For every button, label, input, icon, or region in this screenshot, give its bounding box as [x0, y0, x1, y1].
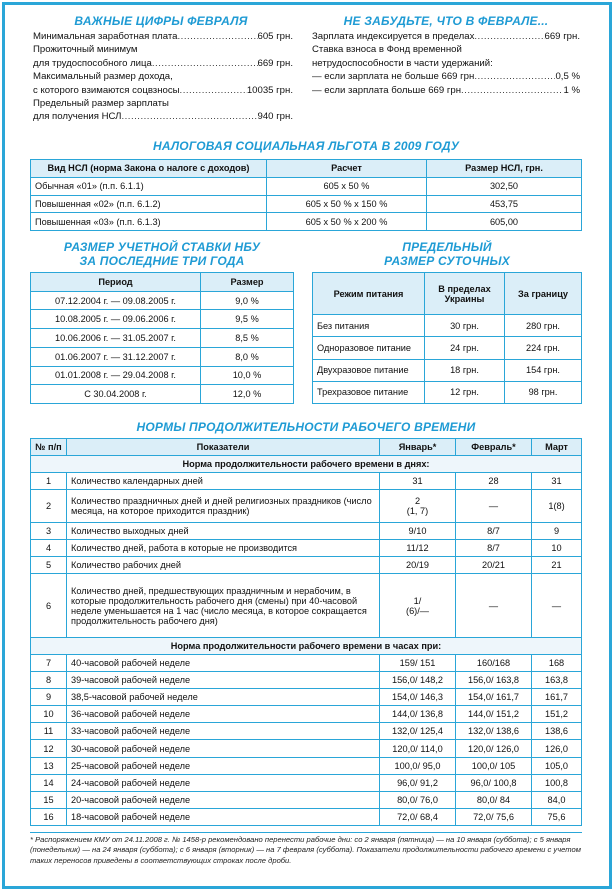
- hours-cell: 2 (1, 7): [380, 490, 456, 523]
- hours-cell: 14: [31, 774, 67, 791]
- hours-cell: 72,0/ 75,6: [456, 808, 532, 825]
- daily-row: [313, 381, 582, 403]
- nsl-row: [31, 213, 582, 231]
- nsl-cell: 302,50: [427, 177, 582, 195]
- feb-remember-item: [312, 43, 580, 56]
- hours-cell: 21: [532, 557, 582, 574]
- feb-figure-item: [33, 84, 293, 97]
- hours-row: [31, 655, 582, 672]
- feb-remember-label: — если зарплата не больше 669 грн: [312, 71, 475, 83]
- hours-cell: 120,0/ 126,0: [456, 740, 532, 757]
- hours-cell: 7: [31, 655, 67, 672]
- nbu-row: [31, 310, 294, 329]
- nsl-row: [31, 177, 582, 195]
- daily-cell: Двухразовое питание: [313, 359, 425, 381]
- hours-cell: 151,2: [532, 706, 582, 723]
- hours-cell: 38,5-часовой рабочей неделе: [67, 689, 380, 706]
- hours-cell: 1: [31, 473, 67, 490]
- hours-header-cell: Январь*: [380, 439, 456, 456]
- hours-group-row: [31, 637, 582, 654]
- feb-figure-label: с которого взимаются соцвзносы: [33, 84, 180, 96]
- hours-cell: 156,0/ 148,2: [380, 672, 456, 689]
- hours-cell: 80,0/ 84: [456, 791, 532, 808]
- hours-cell: 1(8): [532, 490, 582, 523]
- hours-cell: 10: [532, 540, 582, 557]
- hours-cell: 16: [31, 808, 67, 825]
- hours-cell: 25-часовой рабочей неделе: [67, 757, 380, 774]
- nbu-header-cell: Период: [31, 273, 201, 292]
- hours-row: [31, 557, 582, 574]
- daily-cell: Трехразовое питание: [313, 381, 425, 403]
- hours-cell: 39-часовой рабочей неделе: [67, 672, 380, 689]
- nsl-header-cell: Расчет: [267, 160, 427, 178]
- feb-figure-value: 10035 грн.: [246, 84, 293, 96]
- nbu-row: [31, 366, 294, 385]
- nbu-cell: 9,0 %: [201, 291, 294, 310]
- feb-figures-title: ВАЖНЫЕ ЦИФРЫ ФЕВРАЛЯ: [74, 14, 248, 28]
- nbu-cell: 01.06.2007 г. — 31.12.2007 г.: [31, 347, 201, 366]
- feb-figure-item: [33, 70, 293, 83]
- hours-cell: 20-часовой рабочей неделе: [67, 791, 380, 808]
- hours-header-cell: Февраль*: [456, 439, 532, 456]
- nsl-row: [31, 195, 582, 213]
- hours-cell: 159/ 151: [380, 655, 456, 672]
- leader-dots: [177, 30, 257, 43]
- hours-header-cell: Март: [532, 439, 582, 456]
- feb-figure-value: 669 грн.: [257, 57, 293, 69]
- feb-figure-item: [33, 30, 293, 43]
- hours-row: [31, 791, 582, 808]
- hours-cell: Количество рабочих дней: [67, 557, 380, 574]
- hours-cell: 9: [31, 689, 67, 706]
- feb-figures-list: [33, 30, 293, 124]
- hours-cell: 8/7: [456, 522, 532, 539]
- hours-cell: Количество календарных дней: [67, 473, 380, 490]
- hours-row: [31, 706, 582, 723]
- feb-remember-label: — если зарплата больше 669 грн: [312, 84, 462, 96]
- nbu-title-line2: ЗА ПОСЛЕДНИЕ ТРИ ГОДА: [79, 254, 245, 268]
- daily-cell: 154 грн.: [505, 359, 582, 381]
- hours-cell: 96,0/ 100,8: [456, 774, 532, 791]
- nbu-cell: 10.08.2005 г. — 09.06.2006 г.: [31, 310, 201, 329]
- hours-row: [31, 672, 582, 689]
- daily-header-cell: Режим питания: [313, 273, 425, 315]
- hours-header-row: [31, 439, 582, 456]
- hours-cell: 163,8: [532, 672, 582, 689]
- hours-cell: 84,0: [532, 791, 582, 808]
- hours-row: [31, 490, 582, 523]
- hours-cell: 168: [532, 655, 582, 672]
- nsl-cell: Повышенная «03» (п.п. 6.1.3): [31, 213, 267, 231]
- hours-cell: 144,0/ 136,8: [380, 706, 456, 723]
- leader-dots: [474, 70, 555, 83]
- hours-cell: Количество дней, предшествующих праздничным и нерабочим, в которые продолжительность рабочего дня (смены) при 40-часовой неделе уменьшается на 1 час (число месяца, в которое сокращается продолжительность рабочего дня): [67, 574, 380, 638]
- hours-row: [31, 774, 582, 791]
- hours-cell: 33-часовой рабочей неделе: [67, 723, 380, 740]
- hours-header-cell: Показатели: [67, 439, 380, 456]
- daily-cell: 224 грн.: [505, 337, 582, 359]
- hours-cell: 6: [31, 574, 67, 638]
- hours-cell: 11/12: [380, 540, 456, 557]
- hours-cell: 24-часовой рабочей неделе: [67, 774, 380, 791]
- daily-cell: 18 грн.: [425, 359, 505, 381]
- nsl-cell: Повышенная «02» (п.п. 6.1.2): [31, 195, 267, 213]
- feb-figure-value: 940 грн.: [257, 111, 293, 123]
- hours-row: [31, 473, 582, 490]
- nsl-cell: Обычная «01» (п.п. 6.1.1): [31, 177, 267, 195]
- nbu-cell: 9,5 %: [201, 310, 294, 329]
- feb-figure-item: [33, 57, 293, 70]
- leader-dots: [152, 57, 258, 70]
- hours-cell: 4: [31, 540, 67, 557]
- hours-row: [31, 540, 582, 557]
- hours-group-cell: Норма продолжительности рабочего времени в днях:: [31, 456, 582, 473]
- feb-figure-label: Прожиточный минимум: [33, 44, 138, 56]
- feb-remember-value: 1 %: [563, 84, 580, 96]
- leader-dots: [121, 110, 257, 123]
- feb-remember-value: 669 грн.: [544, 31, 580, 42]
- feb-figure-item: [33, 97, 293, 110]
- feb-remember-label: Ставка взноса в Фонд временной: [312, 44, 462, 56]
- hours-row: [31, 740, 582, 757]
- daily-cell: 98 грн.: [505, 381, 582, 403]
- feb-remember-item: [312, 30, 580, 43]
- hours-row: [31, 723, 582, 740]
- hours-cell: 1/ (6)/—: [380, 574, 456, 638]
- hours-cell: 31: [532, 473, 582, 490]
- hours-cell: 100,0/ 105: [456, 757, 532, 774]
- feb-remember-label: Зарплата индексируется в пределах: [312, 31, 475, 42]
- hours-cell: Количество выходных дней: [67, 522, 380, 539]
- hours-cell: 100,0/ 95,0: [380, 757, 456, 774]
- feb-figure-label: для трудоспособного лица: [33, 57, 152, 69]
- nbu-cell: 10,0 %: [201, 366, 294, 385]
- hours-cell: 100,8: [532, 774, 582, 791]
- feb-figure-label: Предельный размер зарплаты: [33, 98, 169, 110]
- hours-cell: 12: [31, 740, 67, 757]
- daily-row: [313, 337, 582, 359]
- hours-cell: 10: [31, 706, 67, 723]
- daily-header-cell: В пределах Украины: [425, 273, 505, 315]
- nbu-cell: 10.06.2006 г. — 31.05.2007 г.: [31, 329, 201, 348]
- hours-cell: —: [456, 574, 532, 638]
- hours-cell: 18-часовой рабочей неделе: [67, 808, 380, 825]
- hours-cell: 138,6: [532, 723, 582, 740]
- hours-title: НОРМЫ ПРОДОЛЖИТЕЛЬНОСТИ РАБОЧЕГО ВРЕМЕНИ: [136, 420, 476, 434]
- daily-header-row: [313, 273, 582, 315]
- hours-cell: Количество праздничных дней и дней религиозных праздников (число месяца, на которое приходится праздник): [67, 490, 380, 523]
- nbu-header-row: [31, 273, 294, 292]
- nbu-row: [31, 329, 294, 348]
- nsl-cell: 605 х 50 % х 150 %: [267, 195, 427, 213]
- hours-cell: 144,0/ 151,2: [456, 706, 532, 723]
- hours-cell: 28: [456, 473, 532, 490]
- daily-table: [312, 272, 582, 404]
- daily-title-line2: РАЗМЕР СУТОЧНЫХ: [384, 254, 510, 268]
- nsl-title: НАЛОГОВАЯ СОЦИАЛЬНАЯ ЛЬГОТА В 2009 ГОДУ: [152, 139, 460, 153]
- nbu-cell: 12,0 %: [201, 385, 294, 404]
- hours-cell: Количество дней, работа в которые не производится: [67, 540, 380, 557]
- nbu-title-line1: РАЗМЕР УЧЕТНОЙ СТАВКИ НБУ: [63, 240, 261, 254]
- nbu-cell: 01.01.2008 г. — 29.04.2008 г.: [31, 366, 201, 385]
- hours-cell: —: [456, 490, 532, 523]
- hours-cell: 20/21: [456, 557, 532, 574]
- daily-cell: Без питания: [313, 315, 425, 337]
- daily-cell: 280 грн.: [505, 315, 582, 337]
- hours-table: [30, 438, 582, 826]
- daily-row: [313, 359, 582, 381]
- hours-cell: 11: [31, 723, 67, 740]
- feb-remember-label: нетрудоспособности в части удержаний:: [312, 57, 493, 69]
- hours-cell: 20/19: [380, 557, 456, 574]
- nbu-cell: 8,0 %: [201, 347, 294, 366]
- nsl-table: [30, 159, 582, 231]
- hours-cell: 154,0/ 146,3: [380, 689, 456, 706]
- hours-row: [31, 574, 582, 638]
- hours-cell: 31: [380, 473, 456, 490]
- hours-cell: 132,0/ 125,4: [380, 723, 456, 740]
- hours-cell: —: [532, 574, 582, 638]
- nsl-cell: 453,75: [427, 195, 582, 213]
- feb-figure-item: [33, 43, 293, 56]
- feb-remember-item: [312, 57, 580, 70]
- hours-cell: 160/168: [456, 655, 532, 672]
- daily-cell: 12 грн.: [425, 381, 505, 403]
- leader-dots: [461, 84, 563, 97]
- hours-cell: 80,0/ 76,0: [380, 791, 456, 808]
- hours-row: [31, 522, 582, 539]
- hours-cell: 8: [31, 672, 67, 689]
- nsl-header-cell: Вид НСЛ (норма Закона о налоге с доходов): [31, 160, 267, 178]
- hours-header-cell: № п/п: [31, 439, 67, 456]
- hours-cell: 161,7: [532, 689, 582, 706]
- hours-cell: 40-часовой рабочей неделе: [67, 655, 380, 672]
- footnote: * Распоряжением КМУ от 24.11.2008 г. № 1458-р рекомендовано перенести рабочие дни: со 2 января (пятница) — на 10 января (суббота); с 5 января (понедельник) — на 24 января (суббота); с 6 января (вторник) — на 7 февраля (суббота). Показатели продолжительности рабочего времени с учетом таких переносов приведены в соответствующих строках после дроби.: [30, 835, 581, 865]
- nbu-row: [31, 385, 294, 404]
- feb-remember-value: 0,5 %: [555, 71, 580, 83]
- hours-cell: 156,0/ 163,8: [456, 672, 532, 689]
- footnote-divider: [30, 832, 582, 833]
- hours-cell: 13: [31, 757, 67, 774]
- nbu-row: [31, 291, 294, 310]
- hours-cell: 126,0: [532, 740, 582, 757]
- nsl-cell: 605 х 50 % х 200 %: [267, 213, 427, 231]
- nsl-cell: 605 х 50 %: [267, 177, 427, 195]
- feb-remember-list: [312, 30, 580, 97]
- hours-cell: 2: [31, 490, 67, 523]
- hours-cell: 30-часовой рабочей неделе: [67, 740, 380, 757]
- hours-cell: 3: [31, 522, 67, 539]
- hours-cell: 105,0: [532, 757, 582, 774]
- hours-cell: 15: [31, 791, 67, 808]
- hours-cell: 75,6: [532, 808, 582, 825]
- hours-group-row: [31, 456, 582, 473]
- hours-cell: 154,0/ 161,7: [456, 689, 532, 706]
- daily-header-cell: За границу: [505, 273, 582, 315]
- feb-figure-label: для получения НСЛ: [33, 111, 122, 123]
- hours-cell: 8/7: [456, 540, 532, 557]
- hours-group-cell: Норма продолжительности рабочего времени в часах при:: [31, 637, 582, 654]
- hours-row: [31, 757, 582, 774]
- nbu-cell: 07.12.2004 г. — 09.08.2005 г.: [31, 291, 201, 310]
- leader-dots: [180, 84, 247, 97]
- feb-remember-item: [312, 84, 580, 97]
- nbu-row: [31, 347, 294, 366]
- daily-cell: Одноразовое питание: [313, 337, 425, 359]
- leader-dots: [474, 30, 544, 43]
- hours-row: [31, 808, 582, 825]
- daily-row: [313, 315, 582, 337]
- feb-figure-label: Минимальная заработная плата: [33, 31, 178, 42]
- hours-cell: 120,0/ 114,0: [380, 740, 456, 757]
- daily-cell: 30 грн.: [425, 315, 505, 337]
- feb-figure-item: [33, 110, 293, 123]
- hours-cell: 9/10: [380, 522, 456, 539]
- hours-cell: 132,0/ 138,6: [456, 723, 532, 740]
- hours-cell: 36-часовой рабочей неделе: [67, 706, 380, 723]
- feb-figure-value: 605 грн.: [257, 31, 293, 42]
- nbu-header-cell: Размер: [201, 273, 294, 292]
- nbu-cell: С 30.04.2008 г.: [31, 385, 201, 404]
- hours-cell: 96,0/ 91,2: [380, 774, 456, 791]
- daily-title-line1: ПРЕДЕЛЬНЫЙ: [402, 240, 492, 254]
- hours-row: [31, 689, 582, 706]
- daily-cell: 24 грн.: [425, 337, 505, 359]
- nbu-cell: 8,5 %: [201, 329, 294, 348]
- nsl-cell: 605,00: [427, 213, 582, 231]
- feb-remember-title: НЕ ЗАБУДЬТЕ, ЧТО В ФЕВРАЛЕ...: [343, 14, 549, 28]
- nbu-table: [30, 272, 294, 404]
- hours-cell: 5: [31, 557, 67, 574]
- nsl-header-row: [31, 160, 582, 178]
- feb-figure-label: Максимальный размер дохода,: [33, 71, 173, 83]
- hours-cell: 9: [532, 522, 582, 539]
- feb-remember-item: [312, 70, 580, 83]
- nsl-header-cell: Размер НСЛ, грн.: [427, 160, 582, 178]
- hours-cell: 72,0/ 68,4: [380, 808, 456, 825]
